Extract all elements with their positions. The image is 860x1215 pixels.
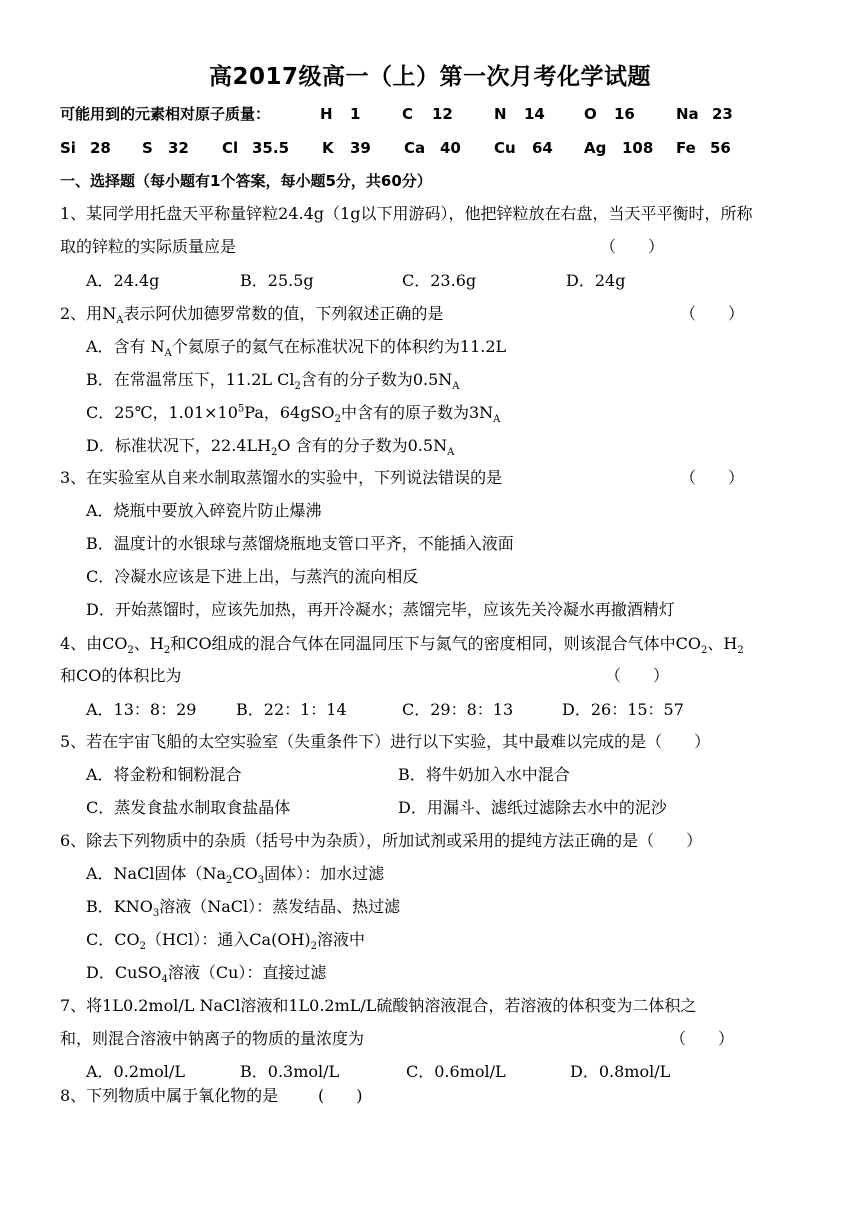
option-b: B．25.5g <box>240 271 314 290</box>
element-mass: 56 <box>710 139 731 157</box>
element-symbol: Si <box>60 139 76 157</box>
element-mass: 32 <box>168 139 189 157</box>
question-7-stem-cont: 和，则混合溶液中钠离子的物质的量浓度为 <box>60 1029 365 1048</box>
element-mass: 12 <box>432 105 453 123</box>
answer-blank: ( ) <box>318 1086 363 1105</box>
question-1-stem: 1、某同学用托盘天平称量锌粒24.4g（1g以下用游码），他把锌粒放在右盘，当天平平衡时，所称 <box>60 204 753 223</box>
question-3-stem: 3、在实验室从自来水制取蒸馏水的实验中，下列说法错误的是 <box>60 468 503 487</box>
answer-blank: （ ） <box>600 237 665 256</box>
question-1-stem-cont: 取的锌粒的实际质量应是 <box>60 237 237 256</box>
option-b: B．温度计的水银球与蒸馏烧瓶地支管口平齐，不能插入液面 <box>86 534 514 553</box>
option-a: A．24.4g <box>86 271 160 290</box>
element-mass: 35.5 <box>252 139 290 157</box>
question-4-stem-cont: 和CO的体积比为 <box>60 666 182 685</box>
element-mass: 14 <box>524 105 545 123</box>
atomic-mass-label: 可能用到的元素相对原子质量： <box>60 105 271 123</box>
element-mass: 23 <box>712 105 733 123</box>
option-a: A．将金粉和铜粉混合 <box>86 765 242 784</box>
question-5-stem: 5、若在宇宙飞船的太空实验室（失重条件下）进行以下实验，其中最难以完成的是（ ） <box>60 732 711 751</box>
element-symbol: H <box>320 105 333 123</box>
option-a: A．0.2mol/L <box>86 1062 185 1081</box>
option-a: A．NaCl固体（$Na_2CO_3$固体）：加水过滤 <box>86 864 385 887</box>
element-mass: 39 <box>350 139 371 157</box>
answer-blank: （ ） <box>680 468 745 487</box>
element-mass: 64 <box>532 139 553 157</box>
answer-blank: （ ） <box>670 1029 735 1048</box>
question-2-stem: 2、用$N_A$表示阿伏加德罗常数的值，下列叙述正确的是 <box>60 304 444 327</box>
element-symbol: Na <box>676 105 699 123</box>
option-a: A．13：8：29 <box>86 700 197 719</box>
option-d: D．26：15：57 <box>562 700 684 719</box>
element-symbol: Ag <box>584 139 607 157</box>
option-b: B．$KNO_3$溶液（NaCl）：蒸发结晶、热过滤 <box>86 897 401 920</box>
question-8-stem: 8、下列物质中属于氧化物的是 <box>60 1086 279 1105</box>
option-d: D．标准状况下，$22.4LH_2O$ 含有的分子数为$0.5N_A$ <box>86 436 455 459</box>
element-mass: 28 <box>90 139 111 157</box>
answer-blank: （ ） <box>605 666 670 685</box>
option-c: C．25℃，$1.01\times 10^5Pa$，64gSO$_2$中含有的原子数为$3N_A$ <box>86 403 501 426</box>
option-d: D．24g <box>566 271 626 290</box>
element-symbol: Cl <box>222 139 239 157</box>
option-d: D．用漏斗、滤纸过滤除去水中的泥沙 <box>398 798 667 817</box>
option-c: C．冷凝水应该是下进上出，与蒸汽的流向相反 <box>86 567 419 586</box>
option-a: A．烧瓶中要放入碎瓷片防止爆沸 <box>86 501 322 520</box>
option-b: B．0.3mol/L <box>240 1062 340 1081</box>
option-c: C．$CO_2(HCl)$：通入$Ca(OH)_2$溶液中 <box>86 930 366 953</box>
option-c: C．蒸发食盐水制取食盐晶体 <box>86 798 291 817</box>
page-title: 高2017级高一（上）第一次月考化学试题 <box>208 64 651 90</box>
option-c: C．23.6g <box>402 271 477 290</box>
element-symbol: Fe <box>676 139 696 157</box>
element-symbol: O <box>584 105 597 123</box>
question-6-stem: 6、除去下列物质中的杂质（括号中为杂质），所加试剂或采用的提纯方法正确的是（ ） <box>60 831 703 850</box>
option-b: B．22：1：14 <box>236 700 347 719</box>
option-b: B．在常温常压下，11.2L $Cl_2$含有的分子数为$0.5N_A$ <box>86 370 460 393</box>
answer-blank: （ ） <box>680 304 745 323</box>
option-b: B．将牛奶加入水中混合 <box>398 765 570 784</box>
option-a: A．含有 $N_A$个氦原子的氦气在标准状况下的体积约为11.2L <box>86 337 507 360</box>
element-mass: 16 <box>614 105 635 123</box>
option-c: C．29：8：13 <box>402 700 514 719</box>
question-4-stem: 4、由$CO_2$、$H_2$和CO组成的混合气体在同温同压下与氮气的密度相同，则该混合气体中$CO_2$、$H_2$ <box>60 634 744 657</box>
element-symbol: N <box>494 105 507 123</box>
element-mass: 40 <box>440 139 461 157</box>
option-d: D．CuSO$_4$溶液（Cu）：直接过滤 <box>86 963 327 986</box>
element-symbol: K <box>322 139 334 157</box>
element-symbol: Cu <box>494 139 516 157</box>
element-mass: 108 <box>622 139 654 157</box>
option-d: D．0.8mol/L <box>570 1062 671 1081</box>
section-heading: 一、选择题（每小题有1个答案，每小题5分，共60分） <box>60 172 432 190</box>
question-7-stem: 7、将1L0.2mol/L NaCl溶液和1L0.2mL/L硫酸钠溶液混合，若溶液的体积变为二体积之 <box>60 996 697 1015</box>
option-c: C．0.6mol/L <box>406 1062 506 1081</box>
element-symbol: S <box>142 139 153 157</box>
element-mass: 1 <box>350 105 361 123</box>
element-symbol: Ca <box>404 139 426 157</box>
option-d: D．开始蒸馏时，应该先加热，再开冷凝水；蒸馏完毕，应该先关冷凝水再撤酒精灯 <box>86 600 675 619</box>
element-symbol: C <box>402 105 414 123</box>
